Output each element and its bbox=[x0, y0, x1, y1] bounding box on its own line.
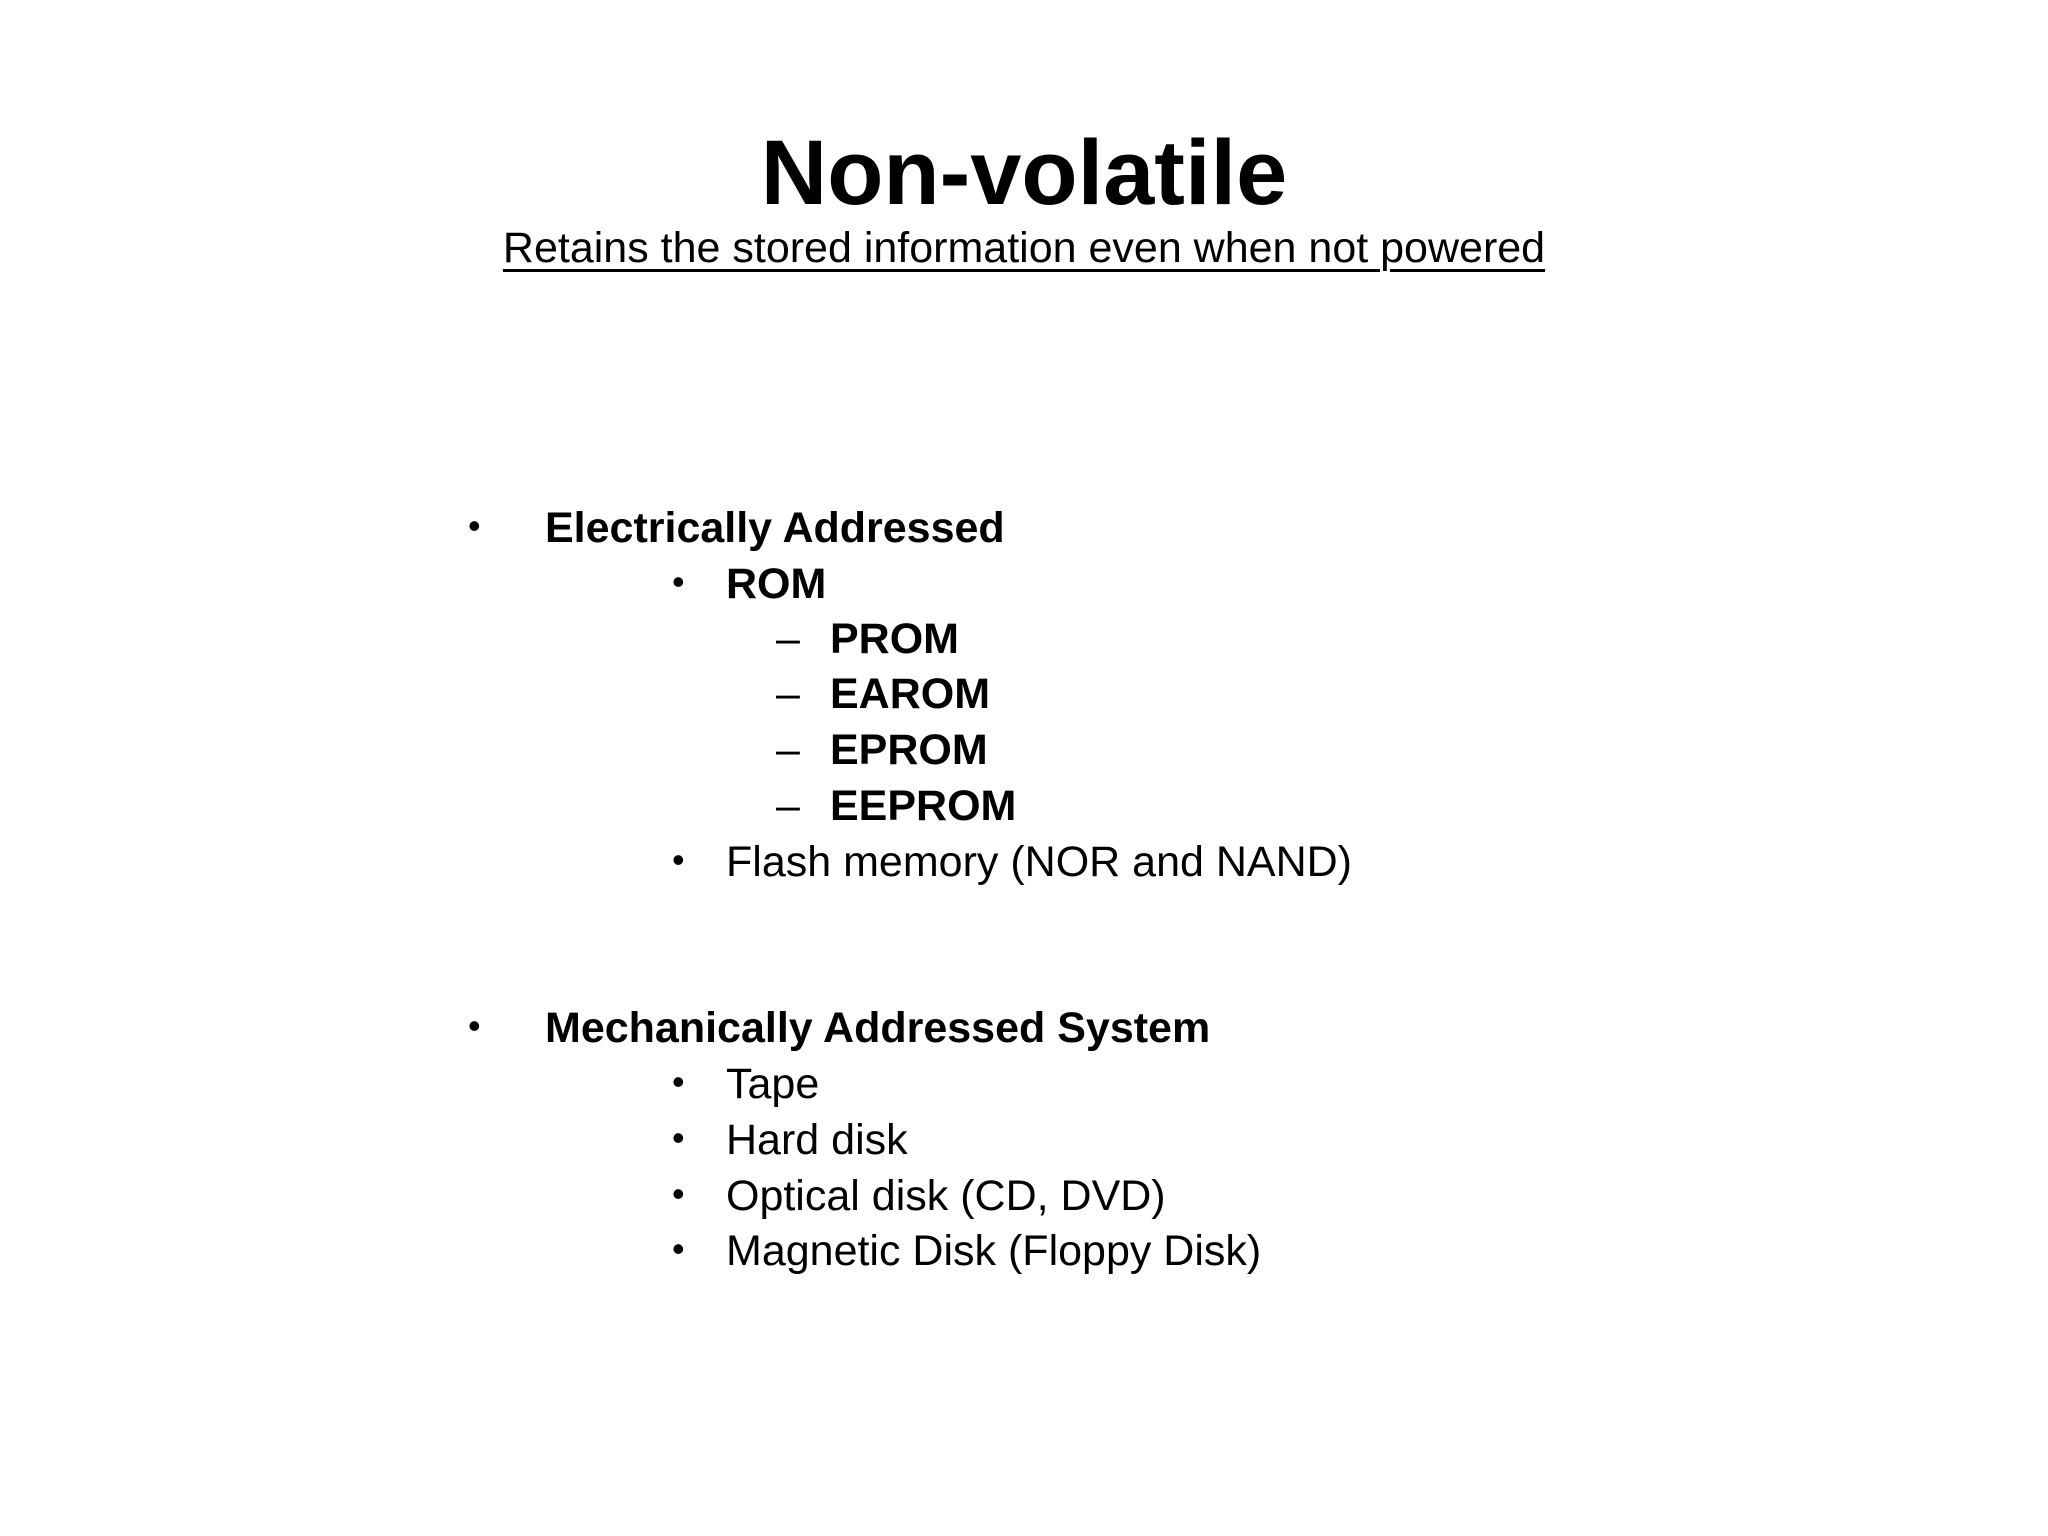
dash-icon: – bbox=[776, 670, 800, 718]
dash-icon: – bbox=[776, 782, 800, 830]
list-item-rom: ROM bbox=[726, 560, 827, 608]
bullet-icon: • bbox=[672, 561, 685, 602]
bullet-icon: • bbox=[672, 1228, 685, 1269]
list-subitem-eprom: EPROM bbox=[830, 726, 988, 774]
section-heading-electrically-addressed: Electrically Addressed bbox=[545, 504, 1005, 552]
list-item-magnetic-disk: Magnetic Disk (Floppy Disk) bbox=[726, 1227, 1262, 1275]
bullet-icon: • bbox=[672, 839, 685, 880]
bullet-icon: • bbox=[672, 1117, 685, 1158]
list-subitem-earom: EAROM bbox=[830, 670, 991, 718]
bullet-icon: • bbox=[672, 1061, 685, 1102]
list-subitem-eeprom: EEPROM bbox=[830, 782, 1017, 830]
dash-icon: – bbox=[776, 615, 800, 663]
slide-title: Non-volatile bbox=[760, 122, 1288, 224]
slide-subtitle: Retains the stored information even when not powered bbox=[502, 224, 1546, 272]
section-heading-mechanically-addressed: Mechanically Addressed System bbox=[545, 1004, 1211, 1052]
bullet-icon: • bbox=[468, 505, 481, 546]
list-item-flash-memory: Flash memory (NOR and NAND) bbox=[726, 838, 1352, 886]
list-item-tape: Tape bbox=[726, 1060, 820, 1108]
list-subitem-prom: PROM bbox=[830, 615, 959, 663]
list-item-hard-disk: Hard disk bbox=[726, 1116, 908, 1164]
bullet-icon: • bbox=[672, 1173, 685, 1214]
list-item-optical-disk: Optical disk (CD, DVD) bbox=[726, 1172, 1166, 1220]
dash-icon: – bbox=[776, 726, 800, 774]
bullet-icon: • bbox=[468, 1005, 481, 1046]
